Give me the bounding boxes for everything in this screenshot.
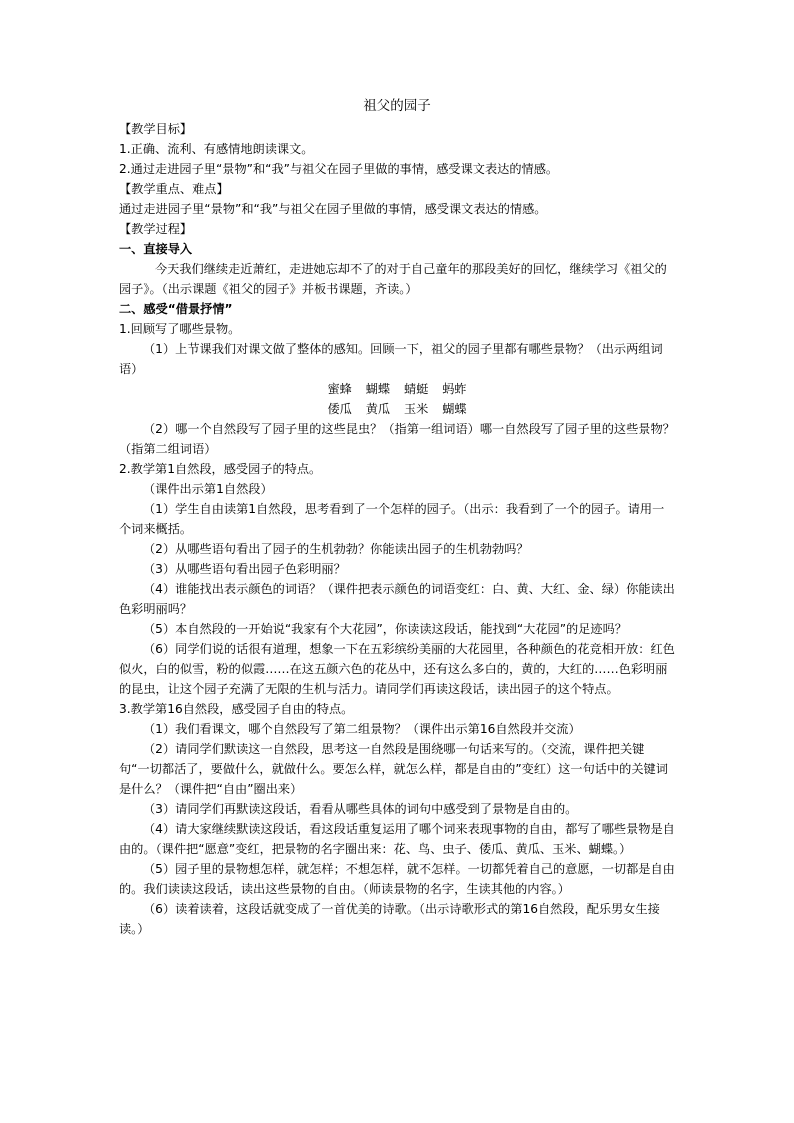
word: 蜻蜓: [403, 382, 429, 396]
word: 蜜蜂: [327, 382, 352, 396]
section-1-text: 今天我们继续走近萧红，走进她忘却不了的对于自己童年的那段美好的回忆，继续学习《祖父的园子》。（出示课题《祖父的园子》并板书课题，齐读。）: [119, 262, 667, 296]
word-group-1: [119, 379, 675, 399]
goal-2: 2.通过走进园子里“景物”和“我”与祖父在园子里做的事情，感受课文表达的情感。: [119, 162, 559, 176]
section-1-heading: 一、直接导入: [119, 242, 193, 256]
word: 黄瓜: [365, 402, 391, 416]
step-2-3-b: （2）请同学们默读这一自然段，思考这一自然段是围绕哪一句话来写的。（交流，课件把关键句“一切都活了，要做什么，就做什么。要怎么样，就怎么样，都是自由的”变红）这一句话中的关键词是什么？（课件把“自由”圈出来）: [119, 742, 668, 796]
step-2-3-e: （5）园子里的景物想怎样，就怎样；不想怎样，就不怎样。一切都凭着自己的意愿，一切都是自由的。我们读读这段话，读出这些景物的自由。（师读景物的名字，生读其他的内容。）: [119, 862, 675, 896]
step-2-2-b: （2）从哪些语句看出了园子的生机勃勃？你能读出园子的生机勃勃吗？: [143, 542, 529, 556]
step-2-3-d: （4）请大家继续默读这段话，看这段话重复运用了哪个词来表现事物的自由，都写了哪些景物是自由的。（课件把“愿意”变红，把景物的名字圈出来：花、鸟、虫子、倭瓜、黄瓜、玉米、蝴蝶。）: [119, 822, 675, 856]
word: 蝴蝶: [442, 402, 467, 416]
step-2-1-b: （2）哪一个自然段写了园子里的这些昆虫？（指第一组词语）哪一自然段写了园子里的这些景物？（指第二组词语）: [119, 422, 675, 456]
step-2-3-a: （1）我们看课文，哪个自然段写了第二组景物？（课件出示第16自然段并交流）: [143, 722, 581, 736]
document-title: 祖父的园子: [363, 98, 431, 114]
step-2-1-a: （1）上节课我们对课文做了整体的感知。回顾一下，祖父的园子里都有哪些景物？（出示两组词语）: [119, 342, 663, 376]
step-2-2: 2.教学第1自然段，感受园子的特点。: [119, 462, 322, 476]
process-heading: 【教学过程】: [119, 222, 193, 236]
step-2-1: 1.回顾写了哪些景物。: [119, 322, 241, 336]
word: 蚂蚱: [442, 382, 467, 396]
word: 蝴蝶: [365, 382, 391, 396]
step-2-3-c: （3）请同学们再默读这段话，看看从哪些具体的词句中感受到了景物是自由的。: [143, 802, 578, 816]
step-2-2-d: （4）谁能找出表示颜色的词语？（课件把表示颜色的词语变红：白、黄、大红、金、绿）你能读出色彩明丽吗？: [119, 582, 675, 616]
step-2-2-c: （3）从哪些语句看出园子色彩明丽？: [143, 562, 346, 576]
word-group-2: [119, 399, 675, 419]
document-page: [119, 96, 675, 939]
key-heading: 【教学重点、难点】: [119, 182, 229, 196]
section-2-heading: 二、感受“借景抒情”: [119, 302, 233, 316]
key-text: 通过走进园子里“景物”和“我”与祖父在园子里做的事情，感受课文表达的情感。: [119, 202, 547, 216]
step-2-2-e: （5）本自然段的一开始说“我家有个大花园”，你读读这段话，能找到“大花园”的足迹吗？: [143, 622, 627, 636]
word: 玉米: [403, 402, 429, 416]
step-2-2-intro: （课件出示第1自然段）: [143, 482, 273, 496]
goal-1: 1.正确、流利、有感情地朗读课文。: [119, 142, 314, 156]
step-2-2-f: （6）同学们说的话很有道理，想象一下在五彩缤纷美丽的大花园里，各种颜色的花竞相开放：红色似火，白的似雪，粉的似霞……在这五颜六色的花丛中，还有这么多白的，黄的，大红的……色彩明丽的昆虫，让这个园子充满了无限的生机与活力。请同学们再读这段话，读出园子的这个特点。: [119, 642, 675, 696]
step-2-3: 3.教学第16自然段，感受园子自由的特点。: [119, 702, 354, 716]
step-2-3-f: （6）读着读着，这段话就变成了一首优美的诗歌。（出示诗歌形式的第16自然段，配乐男女生接读。）: [119, 902, 660, 936]
goals-heading: 【教学目标】: [119, 122, 193, 136]
step-2-2-a: （1）学生自由读第1自然段，思考看到了一个怎样的园子。（出示：我看到了一个的园子。请用一个词来概括。: [119, 502, 665, 536]
word: 倭瓜: [327, 402, 352, 416]
